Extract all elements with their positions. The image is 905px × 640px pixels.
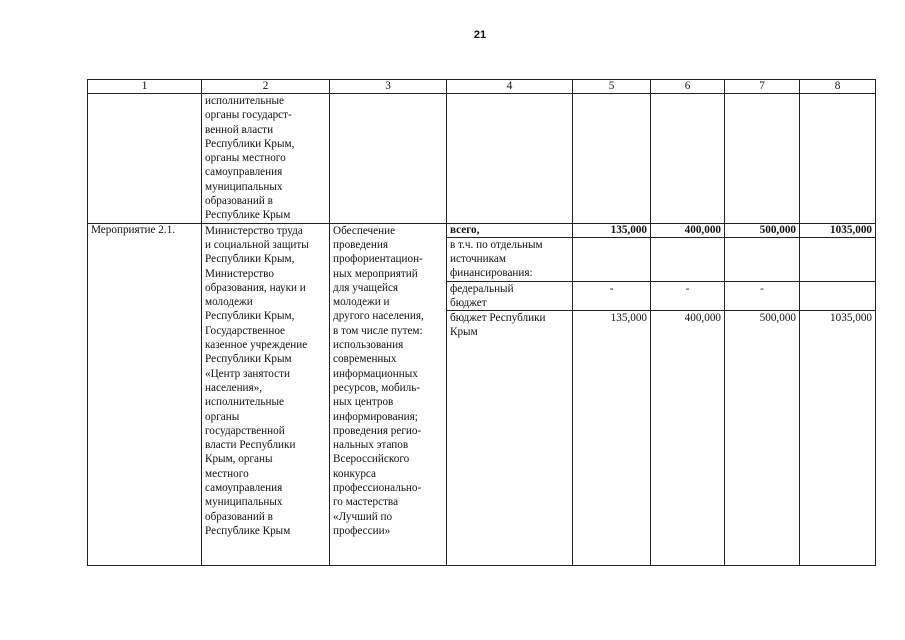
empty-cell: [330, 94, 447, 224]
value-cell: 1035,000: [800, 223, 876, 237]
value-cell: 500,000: [725, 311, 800, 566]
empty-cell: [88, 94, 202, 224]
measure-name: Мероприятие 2.1.: [91, 223, 176, 236]
empty-cell: [800, 94, 876, 224]
activity-table: [87, 79, 876, 566]
measure-description-cell: [330, 223, 447, 565]
measure-description: Обеспечение проведения профориентацион- ных мероприятий для учащейся молодежи и другого населения, в том числе путем: использования современных информационных ресурсов, мобиль- ных центров информирования; проведения регио- нальных этапов Всероссийского конкурса профессионально- го мастерства «Лучший по профессии»: [333, 224, 424, 537]
value-cell: 135,000: [573, 223, 651, 237]
funding-source-cell: бюджет Республики Крым: [447, 311, 573, 566]
measure-executors-cell: [202, 223, 330, 565]
measure-total-row: [88, 223, 876, 237]
header-row: [88, 80, 876, 94]
funding-source-cell: федеральный бюджет: [447, 281, 573, 311]
column-header: 1: [88, 80, 202, 94]
funding-source-cell: в т.ч. по отдельным источникам финансирования:: [447, 237, 573, 281]
value-cell: [573, 237, 651, 281]
value-cell: [800, 281, 876, 311]
value-cell: -: [651, 281, 725, 311]
value-cell: -: [573, 281, 651, 311]
column-header: 8: [800, 80, 876, 94]
column-header: 3: [330, 80, 447, 94]
value-cell: 135,000: [573, 311, 651, 566]
page-number: 21: [473, 29, 487, 41]
value-cell: [725, 237, 800, 281]
column-header: 4: [447, 80, 573, 94]
value-cell: [800, 237, 876, 281]
value-cell: 500,000: [725, 223, 800, 237]
value-cell: 1035,000: [800, 311, 876, 566]
executors-cell: [202, 94, 330, 224]
column-header: 7: [725, 80, 800, 94]
value-cell: [651, 237, 725, 281]
value-cell: 400,000: [651, 223, 725, 237]
empty-cell: [725, 94, 800, 224]
column-header: 6: [651, 80, 725, 94]
column-header: 5: [573, 80, 651, 94]
funding-source-cell: всего,: [447, 223, 573, 237]
continuation-row: [88, 94, 876, 224]
value-cell: -: [725, 281, 800, 311]
measure-executors: Министерство труда и социальной защиты Республики Крым, Министерство образования, науки и молодежи Республики Крым, Государственное казенное учреждение Республики Крым «Центр занятости населения», исполнительные органы государственной власти Республики Крым, органы местного самоуправления муниципальных образований в Республике Крым: [205, 224, 309, 537]
empty-cell: [447, 94, 573, 224]
measure-name-cell: [88, 223, 202, 565]
executors-text: исполнительные органы государст- венной власти Республики Крым, органы местного самоуправления муниципальных образований в Республике Крым: [205, 95, 295, 222]
value-cell: 400,000: [651, 311, 725, 566]
column-header: 2: [202, 80, 330, 94]
empty-cell: [651, 94, 725, 224]
empty-cell: [573, 94, 651, 224]
